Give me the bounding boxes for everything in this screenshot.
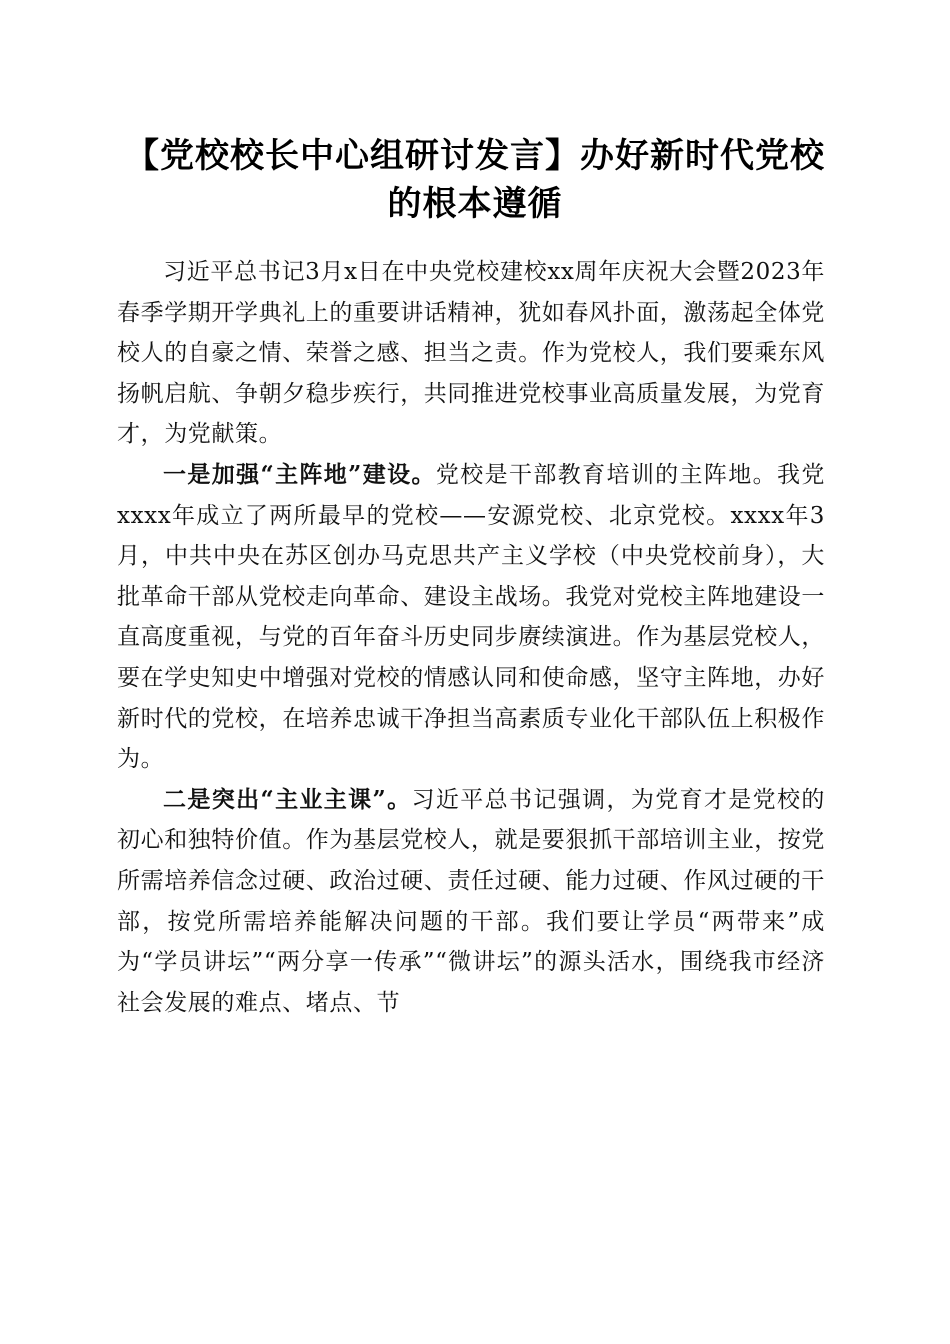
paragraph-point-two [117,780,825,1024]
paragraph-text: 习近平总书记强调，为党育才是党校的初心和独特价值。作为基层党校人，就是要狠抓干部培训主业，按党所需培养信念过硬、政治过硬、责任过硬、能力过硬、作风过硬的干部，按党所需培养能解决问题的干部。我们要让学员“两带来”成为“学员讲坛”“两分享一传承”“微讲坛”的源头活水，围绕我市经济社会发展的难点、堵点、节 [117,786,826,1016]
title-line-1: 【党校校长中心组研讨发言】办好新时代党校 [125,136,825,176]
paragraph-text: 习近平总书记3月x日在中央党校建校xx周年庆祝大会暨2023年春季学期开学典礼上的重要讲话精神，犹如春风扑面，激荡起全体党校人的自豪之情、荣誉之感、担当之责。作为党校人，我们要乘东风扬帆启航、争朝夕稳步疾行，共同推进党校事业高质量发展，为党育才，为党献策。 [117,259,825,448]
document-title [100,132,850,228]
paragraph-lead: 二是突出“主业主课”。 [163,785,412,813]
paragraph-lead: 一是加强“主阵地”建设。 [163,460,436,488]
title-line-2: 的根本遵循 [387,184,563,224]
paragraph-point-one [117,455,825,780]
document-body [117,252,825,1023]
paragraph-intro [117,252,825,455]
paragraph-text: 党校是干部教育培训的主阵地。我党xxxx年成立了两所最早的党校——安源党校、北京党校。xxxx年3月，中共中央在苏区创办马克思共产主义学校（中央党校前身），大批革命干部从党校走向革命、建设主战场。我党对党校主阵地建设一直高度重视，与党的百年奋斗历史同步赓续演进。作为基层党校人，要在学史知史中增强对党校的情感认同和使命感，坚守主阵地，办好新时代的党校，在培养忠诚干净担当高素质专业化干部队伍上积极作为。 [117,461,825,773]
